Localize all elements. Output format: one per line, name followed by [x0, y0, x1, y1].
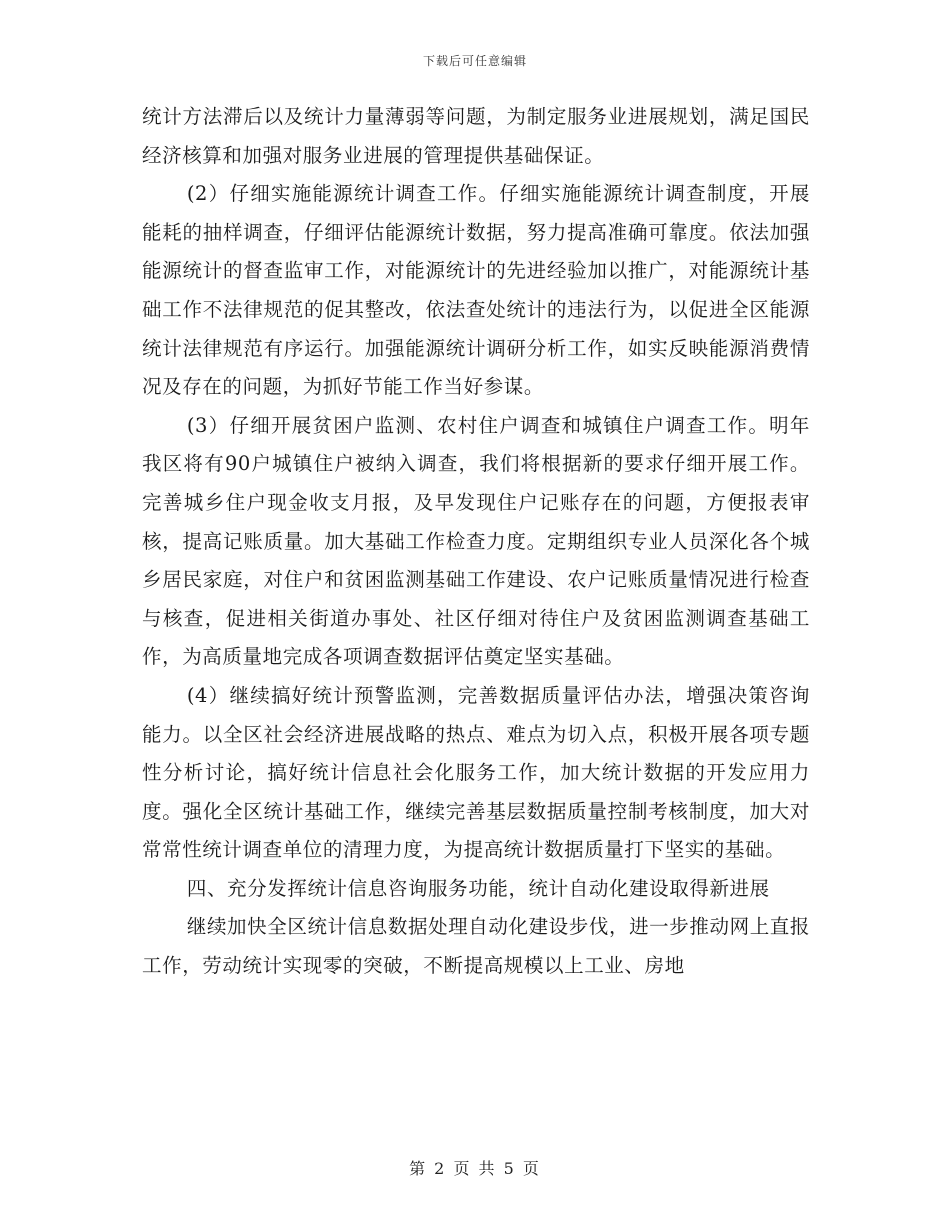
section-heading-four: 四、充分发挥统计信息咨询服务功能，统计自动化建设取得新进展 [186, 876, 770, 900]
document-body [142, 98, 810, 986]
paragraph-early-warning: (4）继续搞好统计预警监测，完善数据质量评估办法，增强决策咨询能力。以全区社会经济进展战略的热点、难点为切入点，积极开展各项专题性分析讨论，搞好统计信息社会化服务工作，加大统计数据的开发应用力度。强化全区统计基础工作，继续完善基层数据质量控制考核制度，加大对常常性统计调查单位的清理力度，为提高统计数据质量打下坚实的基础。 [142, 683, 810, 862]
paragraph-energy-statistics: (2）仔细实施能源统计调查工作。仔细实施能源统计调查制度，开展能耗的抽样调查，仔细评估能源统计数据，努力提高准确可靠度。依法加强能源统计的督查监审工作，对能源统计的先进经验加以推广，对能源统计基础工作不法律规范的促其整改，依法查处统计的违法行为，以促进全区能源统计法律规范有序运行。加强能源统计调研分析工作，如实反映能源消费情况及存在的问题，为抓好节能工作当好参谋。 [142, 182, 810, 399]
paragraph-household-survey: (3）仔细开展贫困户监测、农村住户调查和城镇住户调查工作。明年我区将有90户城镇住户被纳入调查，我们将根据新的要求仔细开展工作。完善城乡住户现金收支月报，及早发现住户记账存在的问题，方便报表审核，提高记账质量。加大基础工作检查力度。定期组织专业人员深化各个城乡居民家庭，对住户和贫困监测基础工作建设、农户记账质量情况进行检查与核查，促进相关街道办事处、社区仔细对待住户及贫困监测调查基础工作，为高质量地完成各项调查数据评估奠定坚实基础。 [142, 413, 810, 669]
paragraph-continuation: 统计方法滞后以及统计力量薄弱等问题，为制定服务业进展规划，满足国民经济核算和加强对服务业进展的管理提供基础保证。 [142, 105, 810, 167]
page-header-note: 下载后可任意编辑 [422, 54, 527, 68]
page-number-footer: 第 2 页 共 5 页 [409, 1159, 541, 1178]
paragraph-automation: 继续加快全区统计信息数据处理自动化建设步伐，进一步推动网上直报工作，劳动统计实现零的突破，不断提高规模以上工业、房地 [142, 915, 810, 978]
